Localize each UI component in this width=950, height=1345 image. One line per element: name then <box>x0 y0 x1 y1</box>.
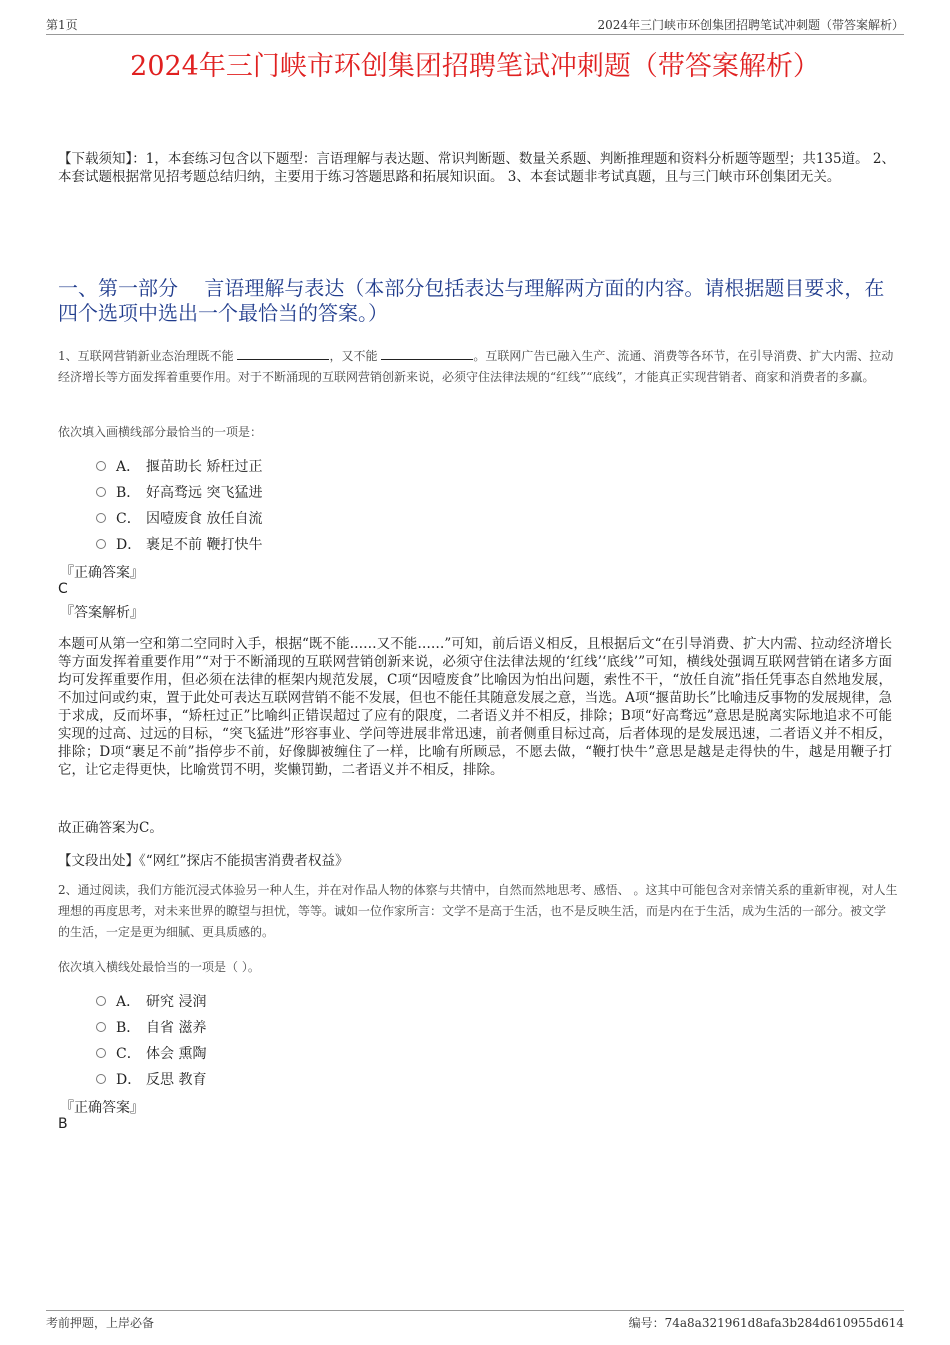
section-title: 一、第一部分 言语理解与表达（本部分包括表达与理解两方面的内容。请根据题目要求，在四个选项中选出一个最恰当的答案。） <box>58 276 885 325</box>
document-title: 2024年三门峡市环创集团招聘笔试冲刺题（带答案解析） <box>130 51 820 82</box>
option-d[interactable]: D． 裹足不前 鞭打快牛 <box>96 531 262 557</box>
radio-icon[interactable] <box>96 1048 106 1058</box>
option-a[interactable]: A． 揠苗助长 矫枉过正 <box>96 453 262 479</box>
answer-label: 『正确答案』 <box>60 565 144 581</box>
fill-blank-2 <box>381 347 473 360</box>
answer-label: 『正确答案』 <box>60 1100 144 1116</box>
question-1-options <box>96 453 262 557</box>
download-notice: 【下载须知】：1，本套练习包含以下题型：言语理解与表达题、常识判断题、数量关系题、判断推理题和资料分析题等题型；共135道。 2、本套试题根据常见招考题总结归纳，主要用于练习答题思路和拓展知识面。 3、本套试题非考试真题，且与三门峡市环创集团无关。 <box>58 151 895 185</box>
page-footer <box>46 1310 904 1330</box>
option-d[interactable]: D． 反思 教育 <box>96 1066 206 1092</box>
option-a[interactable]: A． 研究 浸润 <box>96 988 206 1014</box>
radio-icon[interactable] <box>96 1022 106 1032</box>
option-c[interactable]: C． 因噎废食 放任自流 <box>96 505 262 531</box>
footer-slogan: 考前押题，上岸必备 <box>46 1316 155 1330</box>
question-1-prompt: 依次填入画横线部分最恰当的一项是： <box>58 425 263 439</box>
radio-icon[interactable] <box>96 487 106 497</box>
radio-icon[interactable] <box>96 461 106 471</box>
fill-blank-1 <box>237 347 329 360</box>
footer-doc-id: 编号：74a8a321961d8afa3b284d610955d614 <box>628 1316 904 1330</box>
radio-icon[interactable] <box>96 996 106 1006</box>
header-doc-title: 2024年三门峡市环创集团招聘笔试冲刺题（带答案解析） <box>597 18 904 32</box>
answer-value: C <box>58 581 68 597</box>
question-2-prompt: 依次填入横线处最恰当的一项是（ ）。 <box>58 960 260 974</box>
analysis-label: 『答案解析』 <box>60 605 144 621</box>
radio-icon[interactable] <box>96 539 106 549</box>
question-2-stem: 2、通过阅读，我们方能沉浸式体验另一种人生，并在对作品人物的体察与共情中，自然而然地思考、感悟、 。这其中可能包含对亲情关系的重新审视，对人生理想的再度思考，对未来世界的瞭望与担忧，等等。诚如一位作家所言：文学不是高于生活，也不是反映生活，而是内在于生活，成为生活的一部分。被文学 的生活，一定是更为细腻、更具质感的。 <box>58 883 898 939</box>
option-c[interactable]: C． 体会 熏陶 <box>96 1040 206 1066</box>
radio-icon[interactable] <box>96 1074 106 1084</box>
option-b[interactable]: B． 自省 滋养 <box>96 1014 206 1040</box>
option-b[interactable]: B． 好高骛远 突飞猛进 <box>96 479 262 505</box>
page-header <box>46 14 904 35</box>
question-1-stem: 1、互联网营销新业态治理既不能 ，又不能 。互联网广告已融入生产、流通、消费等各环节，在引导消费、扩大内需、拉动经济增长等方面发挥着重要作用。对于不断涌现的互联网营销创新来说，必须守住法律法规的“红线”“底线”，才能真正实现营销者、商家和消费者的多赢。 <box>58 349 894 384</box>
answer-value: B <box>58 1116 68 1132</box>
text-source: 【文段出处】《“网红”探店不能损害消费者权益》 <box>58 853 349 869</box>
page-number: 第1页 <box>46 18 78 32</box>
answer-conclusion: 故正确答案为C。 <box>58 820 163 836</box>
question-2-options <box>96 988 206 1092</box>
radio-icon[interactable] <box>96 513 106 523</box>
answer-analysis: 本题可从第一空和第二空同时入手，根据“既不能……又不能……”可知，前后语义相反，且根据后文“在引导消费、扩大内需、拉动经济增长等方面发挥着重要作用”“对于不断涌现的互联网营销创新来说，必须守住法律法规的‘红线’‘底线’”可知，横线处强调互联网营销在诸多方面均可发挥重要作用，但必须在法律的框架内规范发展，C项“因噎废食”比喻因为怕出问题，索性不干，“放任自流”指任凭事态自然地发展，不加过问或约束，置于此处可表达互联网营销不能不发展，但也不能任其随意发展之意，当选。A项“揠苗助长”比喻违反事物的发展规律，急于求成，反而坏事，“矫枉过正”比喻纠正错误超过了应有的限度，二者语义并不相反，排除；B项“好高骛远”意思是脱离实际地追求不可能实现的过高、过远的目标，“突飞猛进”形容事业、学问等进展非常迅速，前者侧重目标过高，后者体现的是发展迅速，二者语义并不相反，排除；D项“裹足不前”指停步不前，好像脚被缠住了一样，比喻有所顾忌，不愿去做，“鞭打快牛”意思是越是走得快的牛，越是用鞭子打它，让它走得更快，比喻赏罚不明，奖懒罚勤，二者语义并不相反，排除。 <box>58 636 892 778</box>
